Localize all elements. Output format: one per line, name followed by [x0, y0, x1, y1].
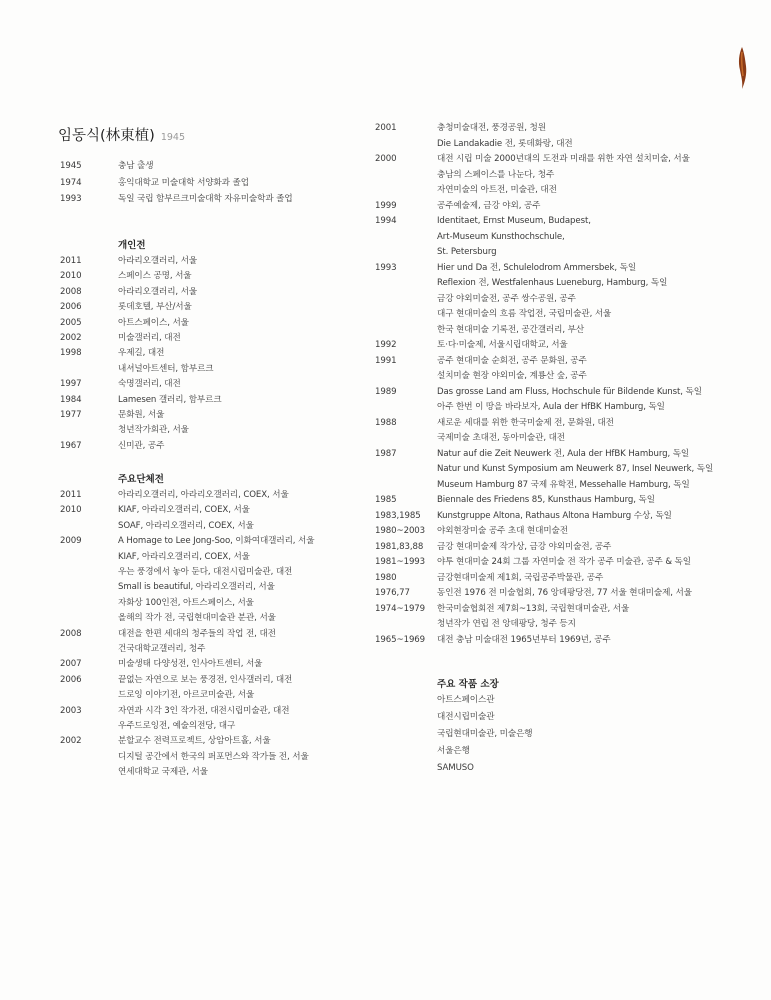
- solo-year: 1984: [60, 394, 82, 405]
- right-year: 1980: [375, 572, 397, 583]
- collection-item-label: SAMUSO: [437, 763, 474, 773]
- artist-name: 임동식(林東植): [58, 128, 155, 144]
- bio-year: 1945: [60, 161, 82, 171]
- solo-year: 2002: [60, 333, 82, 343]
- collection-item-label: 서울은행: [437, 746, 470, 756]
- collections-heading: 주요 작품 소장: [437, 679, 499, 690]
- right-desc: 야외현장미술 공주 초대 현대미술전: [437, 526, 568, 536]
- bio-desc: 독일 국립 함부르크미술대학 자유미술학과 졸업: [118, 194, 293, 204]
- right-desc: 한국 현대미술 기록전, 공간갤러리, 부산: [437, 324, 585, 335]
- group-desc: 분할교수 전력프로젝트, 상암아트홀, 서울: [118, 736, 271, 747]
- right-year: 1993: [375, 262, 397, 273]
- group-desc: 끝없는 자연으로 보는 풍경전, 인사갤러리, 대전: [118, 674, 293, 685]
- right-desc: 자연미술의 아트전, 미술관, 대전: [437, 185, 557, 195]
- collection-item-label: 국립현대미술관, 미술은행: [437, 729, 533, 739]
- solo-desc: 아라리오갤러리, 서울: [118, 256, 198, 266]
- group-desc: 건국대학교갤러리, 청주: [118, 643, 206, 654]
- right-desc: 토·다·미술제, 서울시립대학교, 서울: [437, 340, 568, 350]
- solo-year: 1977: [60, 410, 82, 420]
- group-desc: 미술생태 다양성전, 인사아트센터, 서울: [118, 659, 263, 670]
- solo-desc: 신미관, 공주: [118, 440, 165, 451]
- solo-desc: 스페이스 공명, 서울: [118, 271, 192, 282]
- right-desc: St. Petersburg: [437, 247, 497, 257]
- solo-year: 2008: [60, 286, 82, 297]
- right-desc: 금강 야외미술전, 공주 쌍수공원, 공주: [437, 293, 576, 304]
- group-year: 2010: [60, 505, 82, 516]
- right-desc: 대전 충남 미술대전 1965년부터 1969년, 공주: [437, 634, 611, 645]
- right-desc: 아주 한번 이 땅을 바라보자, Aula der HfBK Hamburg, 독일: [437, 402, 665, 412]
- right-desc: 금강현대미술제 제1회, 국립공주박물관, 공주: [437, 572, 604, 583]
- artist-birth-year: 1945: [160, 132, 186, 143]
- group-desc: 아라리오갤러리, 아라리오갤러리, COEX, 서울: [118, 490, 289, 500]
- right-desc: 공주 현대미술 순회전, 공주 문화원, 공주: [437, 355, 587, 366]
- right-desc: Museum Hamburg 87 국제 유학전, Messehalle Hamburg, 독일: [437, 479, 690, 490]
- solo-year: 1967: [60, 440, 82, 451]
- group-year: 2003: [60, 705, 82, 716]
- right-desc: Kunstgruppe Altona, Rathaus Altona Hamburg 수상, 독일: [437, 510, 672, 521]
- left-column: [0, 0, 370, 1000]
- right-desc: Reflexion 전, Westfalenhaus Lueneburg, Hamburg, 독일: [437, 278, 668, 288]
- solo-desc: Lamesen 갤러리, 함부르크: [118, 394, 222, 405]
- right-column: [370, 0, 771, 1000]
- right-desc: 국제미술 초대전, 동아미술관, 대전: [437, 433, 565, 443]
- right-desc: 야투 현대미술 24회 그룹 자연미술 전 작가 공주 미술관, 공주 & 독일: [437, 557, 691, 567]
- bio-desc: 충남 출생: [118, 161, 154, 171]
- solo-year: 2010: [60, 271, 82, 282]
- bio-desc: 홍익대학교 미술대학 서양화과 졸업: [118, 177, 249, 188]
- right-year: 1976,77: [375, 588, 410, 598]
- group-year: 2002: [60, 736, 82, 747]
- solo-desc: 롯데호텔, 부산/서울: [118, 302, 192, 313]
- group-desc: Small is beautiful, 아라리오갤러리, 서울: [118, 582, 275, 593]
- solo-year: 1998: [60, 348, 82, 359]
- right-year: 1991: [375, 355, 397, 366]
- right-desc: Art-Museum Kunsthochschule,: [437, 231, 565, 242]
- right-desc: 설치미술 현장 야외미술, 계룡산 숲, 공주: [437, 371, 587, 381]
- solo-year: 1997: [60, 379, 82, 390]
- right-year: 1987: [375, 448, 397, 459]
- solo-desc: 숙명갤러리, 대전: [118, 379, 181, 390]
- right-year: 1983,1985: [375, 510, 421, 521]
- group-desc: KIAF, 아라리오갤러리, COEX, 서울: [118, 505, 250, 516]
- collection-item-label: 아트스페이스관: [437, 695, 495, 705]
- bio-year: 1993: [60, 194, 82, 204]
- right-year: 2000: [375, 154, 397, 164]
- group-desc: 자화상 100인전, 아트스페이스, 서울: [118, 597, 254, 608]
- group-year: 2006: [60, 674, 82, 685]
- solo-desc: 미술갤러리, 대전: [118, 333, 181, 343]
- right-desc: Hier und Da 전, Schulelodrom Ammersbek, 독일: [437, 262, 637, 273]
- solo-desc: 문화원, 서울: [118, 410, 165, 420]
- solo-desc: 아라리오갤러리, 서울: [118, 286, 198, 297]
- right-year: 1999: [375, 200, 397, 211]
- group-desc: 자연과 시각 3인 작가전, 대전시립미술관, 대전: [118, 705, 290, 716]
- group-desc: KIAF, 아라리오갤러리, COEX, 서울: [118, 551, 250, 562]
- group-desc: 우주드로잉전, 예술의전당, 대구: [118, 720, 236, 731]
- solo-exhibitions-heading: 개인전: [118, 240, 146, 251]
- right-desc: 금강 현대미술제 작가상, 금강 야외미술전, 공주: [437, 541, 612, 552]
- right-year: 1985: [375, 495, 397, 505]
- right-desc: 새로운 세대를 위한 한국미술제 전, 문화원, 대전: [437, 417, 614, 428]
- solo-year: 2005: [60, 317, 82, 328]
- right-desc: 공주예술제, 금강 야외, 공주: [437, 200, 541, 211]
- right-year: 1988: [375, 417, 397, 428]
- group-desc: 대전을 한편 세대의 청주들의 작업 전, 대전: [118, 628, 276, 639]
- right-year: 2001: [375, 123, 397, 133]
- solo-desc: 아트스페이스, 서울: [118, 317, 189, 328]
- group-desc: 올해의 작가 전, 국립현대미술관 분관, 서울: [118, 613, 276, 624]
- group-year: 2008: [60, 628, 82, 639]
- right-desc: 청년작가 연립 전 앙데팡당, 청주 등지: [437, 619, 576, 629]
- right-year: 1974~1979: [375, 603, 426, 614]
- solo-desc: 내셔널아트센터, 함부르크: [118, 363, 214, 374]
- right-desc: 충남의 스페이스를 나눈다, 청주: [437, 169, 555, 180]
- bio-year: 1974: [60, 177, 82, 188]
- right-desc: 충청미술대전, 풍경공원, 청원: [437, 123, 546, 133]
- group-year: 2007: [60, 659, 82, 670]
- group-desc: A Homage to Lee Jong-Soo, 이화여대갤러리, 서울: [118, 536, 315, 547]
- right-year: 1981~1993: [375, 557, 426, 567]
- right-year: 1992: [375, 340, 397, 350]
- group-exhibitions-heading: 주요단체전: [118, 474, 164, 485]
- group-desc: 디지털 공간에서 한국의 퍼포먼스와 작가들 전, 서울: [118, 751, 309, 762]
- group-desc: 연세대학교 국제관, 서울: [118, 767, 208, 778]
- group-year: 2009: [60, 536, 82, 547]
- right-desc: Das grosse Land am Fluss, Hochschule für Bildende Kunst, 독일: [437, 386, 702, 397]
- group-desc: 우는 풍경에서 놓아 둔다, 대전시립미술관, 대전: [118, 566, 293, 577]
- group-year: 2011: [60, 490, 82, 500]
- group-desc: 드로잉 이야기전, 아르코미술관, 서울: [118, 690, 255, 701]
- solo-year: 2011: [60, 256, 82, 266]
- right-desc: 동인전 1976 전 미술협회, 76 앙데팡당전, 77 서울 현대미술제, 서울: [437, 588, 692, 598]
- right-desc: 대전 시립 미술 2000년대의 도전과 미래를 위한 자연 설치미술, 서울: [437, 154, 690, 164]
- group-desc: SOAF, 아라리오갤러리, COEX, 서울: [118, 520, 254, 531]
- right-year: 1981,83,88: [375, 541, 424, 552]
- right-year: 1994: [375, 216, 397, 226]
- right-year: 1965~1969: [375, 634, 426, 645]
- collection-item-label: 대전시립미술관: [437, 712, 495, 722]
- solo-year: 2006: [60, 302, 82, 313]
- solo-desc: 청년작가회관, 서울: [118, 425, 189, 436]
- right-year: 1989: [375, 386, 397, 397]
- solo-desc: 우제길, 대전: [118, 348, 165, 359]
- right-desc: 대구 현대미술의 흐름 작업전, 국립미술관, 서울: [437, 309, 612, 319]
- right-desc: Die Landakadie 전, 롯데화랑, 대전: [437, 138, 573, 149]
- right-year: 1980~2003: [375, 526, 426, 536]
- right-desc: Natur auf die Zeit Neuwerk 전, Aula der HfBK Hamburg, 독일: [437, 448, 690, 459]
- right-desc: 한국미술협회전 제7회~13회, 국립현대미술관, 서울: [437, 603, 630, 614]
- right-desc: Natur und Kunst Symposium am Neuwerk 87, Insel Neuwerk, 독일: [437, 464, 714, 474]
- right-desc: Identitaet, Ernst Museum, Budapest,: [437, 216, 591, 226]
- right-desc: Biennale des Friedens 85, Kunsthaus Hamburg, 독일: [437, 495, 655, 505]
